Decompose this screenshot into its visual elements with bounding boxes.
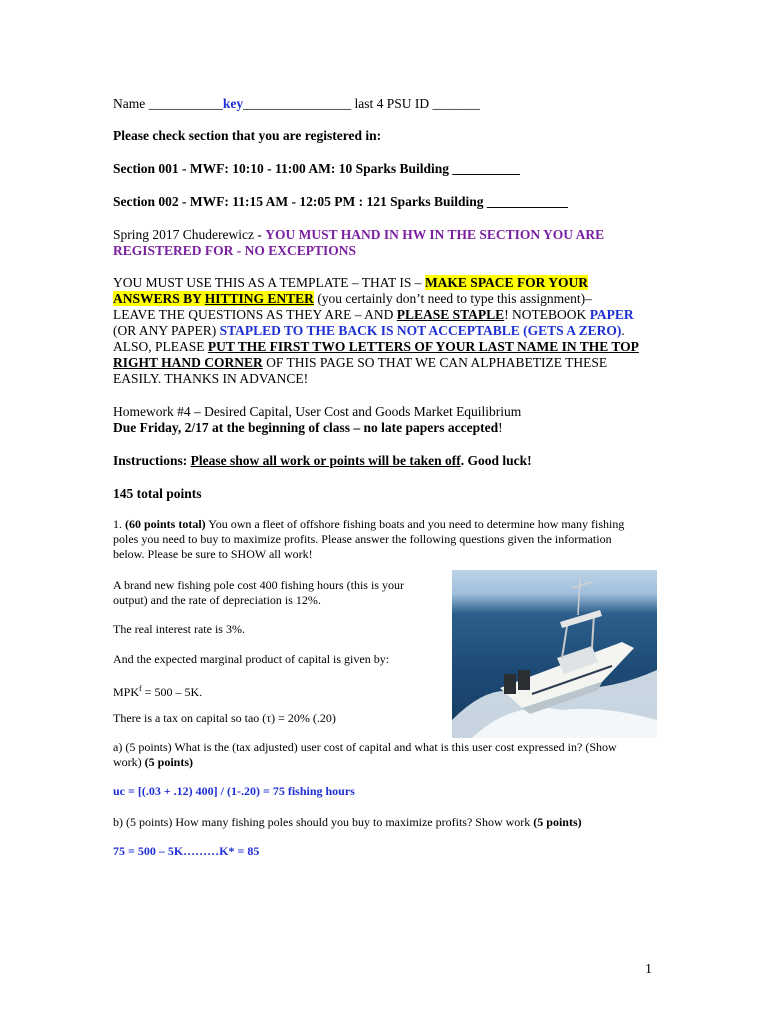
question-a-line-2: work) (5 points) xyxy=(113,755,194,769)
given-pole-2: output) and the rate of depreciation is 12%. xyxy=(113,593,321,607)
answer-a: uc = [(.03 + .12) 400] / (1-.20) = 75 fishing hours xyxy=(113,784,355,798)
question-1-line-1: 1. (60 points total) You own a fleet of offshore fishing boats and you need to determine how many fishing xyxy=(113,517,625,531)
section-prompt: Please check section that you are registered in: xyxy=(113,128,382,143)
template-notice-5: ALSO, PLEASE PUT THE FIRST TWO LETTERS OF YOUR LAST NAME IN THE TOP xyxy=(113,339,639,354)
given-rate: The real interest rate is 3%. xyxy=(113,622,245,636)
given-mpk-formula: $MPK^f = 500 - 5K$. xyxy=(113,684,203,699)
section-001: Section 001 - MWF: 10:10 - 11:00 AM: 10 Sparks Building __________ xyxy=(113,161,520,176)
term-warning-2: REGISTERED FOR - NO EXCEPTIONS xyxy=(113,243,357,258)
template-notice-7: EASILY. THANKS IN ADVANCE! xyxy=(113,371,309,386)
template-notice-6: RIGHT HAND CORNER OF THIS PAGE SO THAT WE CAN ALPHABETIZE THESE xyxy=(113,355,608,370)
answer-b: 75 = 500 – 5K………K* = 85 xyxy=(113,844,260,858)
question-a-line-1: a) (5 points) What is the (tax adjusted) user cost of capital and what is this user cost expressed in? (Show xyxy=(113,740,617,754)
fishing-boat-photo xyxy=(452,570,657,738)
template-notice-1: YOU MUST USE THIS AS A TEMPLATE – THAT IS – MAKE SPACE FOR YOUR xyxy=(113,275,589,290)
homework-due: Due Friday, 2/17 at the beginning of class – no late papers accepted! xyxy=(113,420,503,435)
given-mpk-intro: And the expected marginal product of capital is given by: xyxy=(113,652,390,666)
template-notice-3: LEAVE THE QUESTIONS AS THEY ARE – AND PLEASE STAPLE! NOTEBOOK PAPER xyxy=(113,307,634,322)
question-1-line-2: poles you need to buy to maximize profits. Please answer the following questions given the information xyxy=(113,532,612,546)
given-tax: There is a tax on capital so tao (τ) = 20% (.20) xyxy=(113,711,336,725)
question-b: b) (5 points) How many fishing poles should you buy to maximize profits? Show work (5 points) xyxy=(113,815,582,829)
instructions: Instructions: Please show all work or points will be taken off. Good luck! xyxy=(113,453,532,468)
boat-illustration xyxy=(452,570,657,738)
term-line: Spring 2017 Chuderewicz - YOU MUST HAND IN HW IN THE SECTION YOU ARE xyxy=(113,227,605,242)
template-notice-4: (OR ANY PAPER) STAPLED TO THE BACK IS NOT ACCEPTABLE (GETS A ZERO). xyxy=(113,323,625,338)
given-pole-1: A brand new fishing pole cost 400 fishing hours (this is your xyxy=(113,578,404,592)
template-notice-2: ANSWERS BY HITTING ENTER (you certainly don’t need to type this assignment)– xyxy=(113,291,592,306)
homework-title: Homework #4 – Desired Capital, User Cost and Goods Market Equilibrium xyxy=(113,404,522,419)
section-002: Section 002 - MWF: 11:15 AM - 12:05 PM : 121 Sparks Building ____________ xyxy=(113,194,568,209)
total-points: 145 total points xyxy=(113,486,202,501)
question-1-line-3: below. Please be sure to SHOW all work! xyxy=(113,547,313,561)
answer-key-label: key xyxy=(222,96,244,111)
page-number: 1 xyxy=(645,962,652,977)
name-line: Name ___________key________________ last 4 PSU ID _______ xyxy=(113,96,480,111)
